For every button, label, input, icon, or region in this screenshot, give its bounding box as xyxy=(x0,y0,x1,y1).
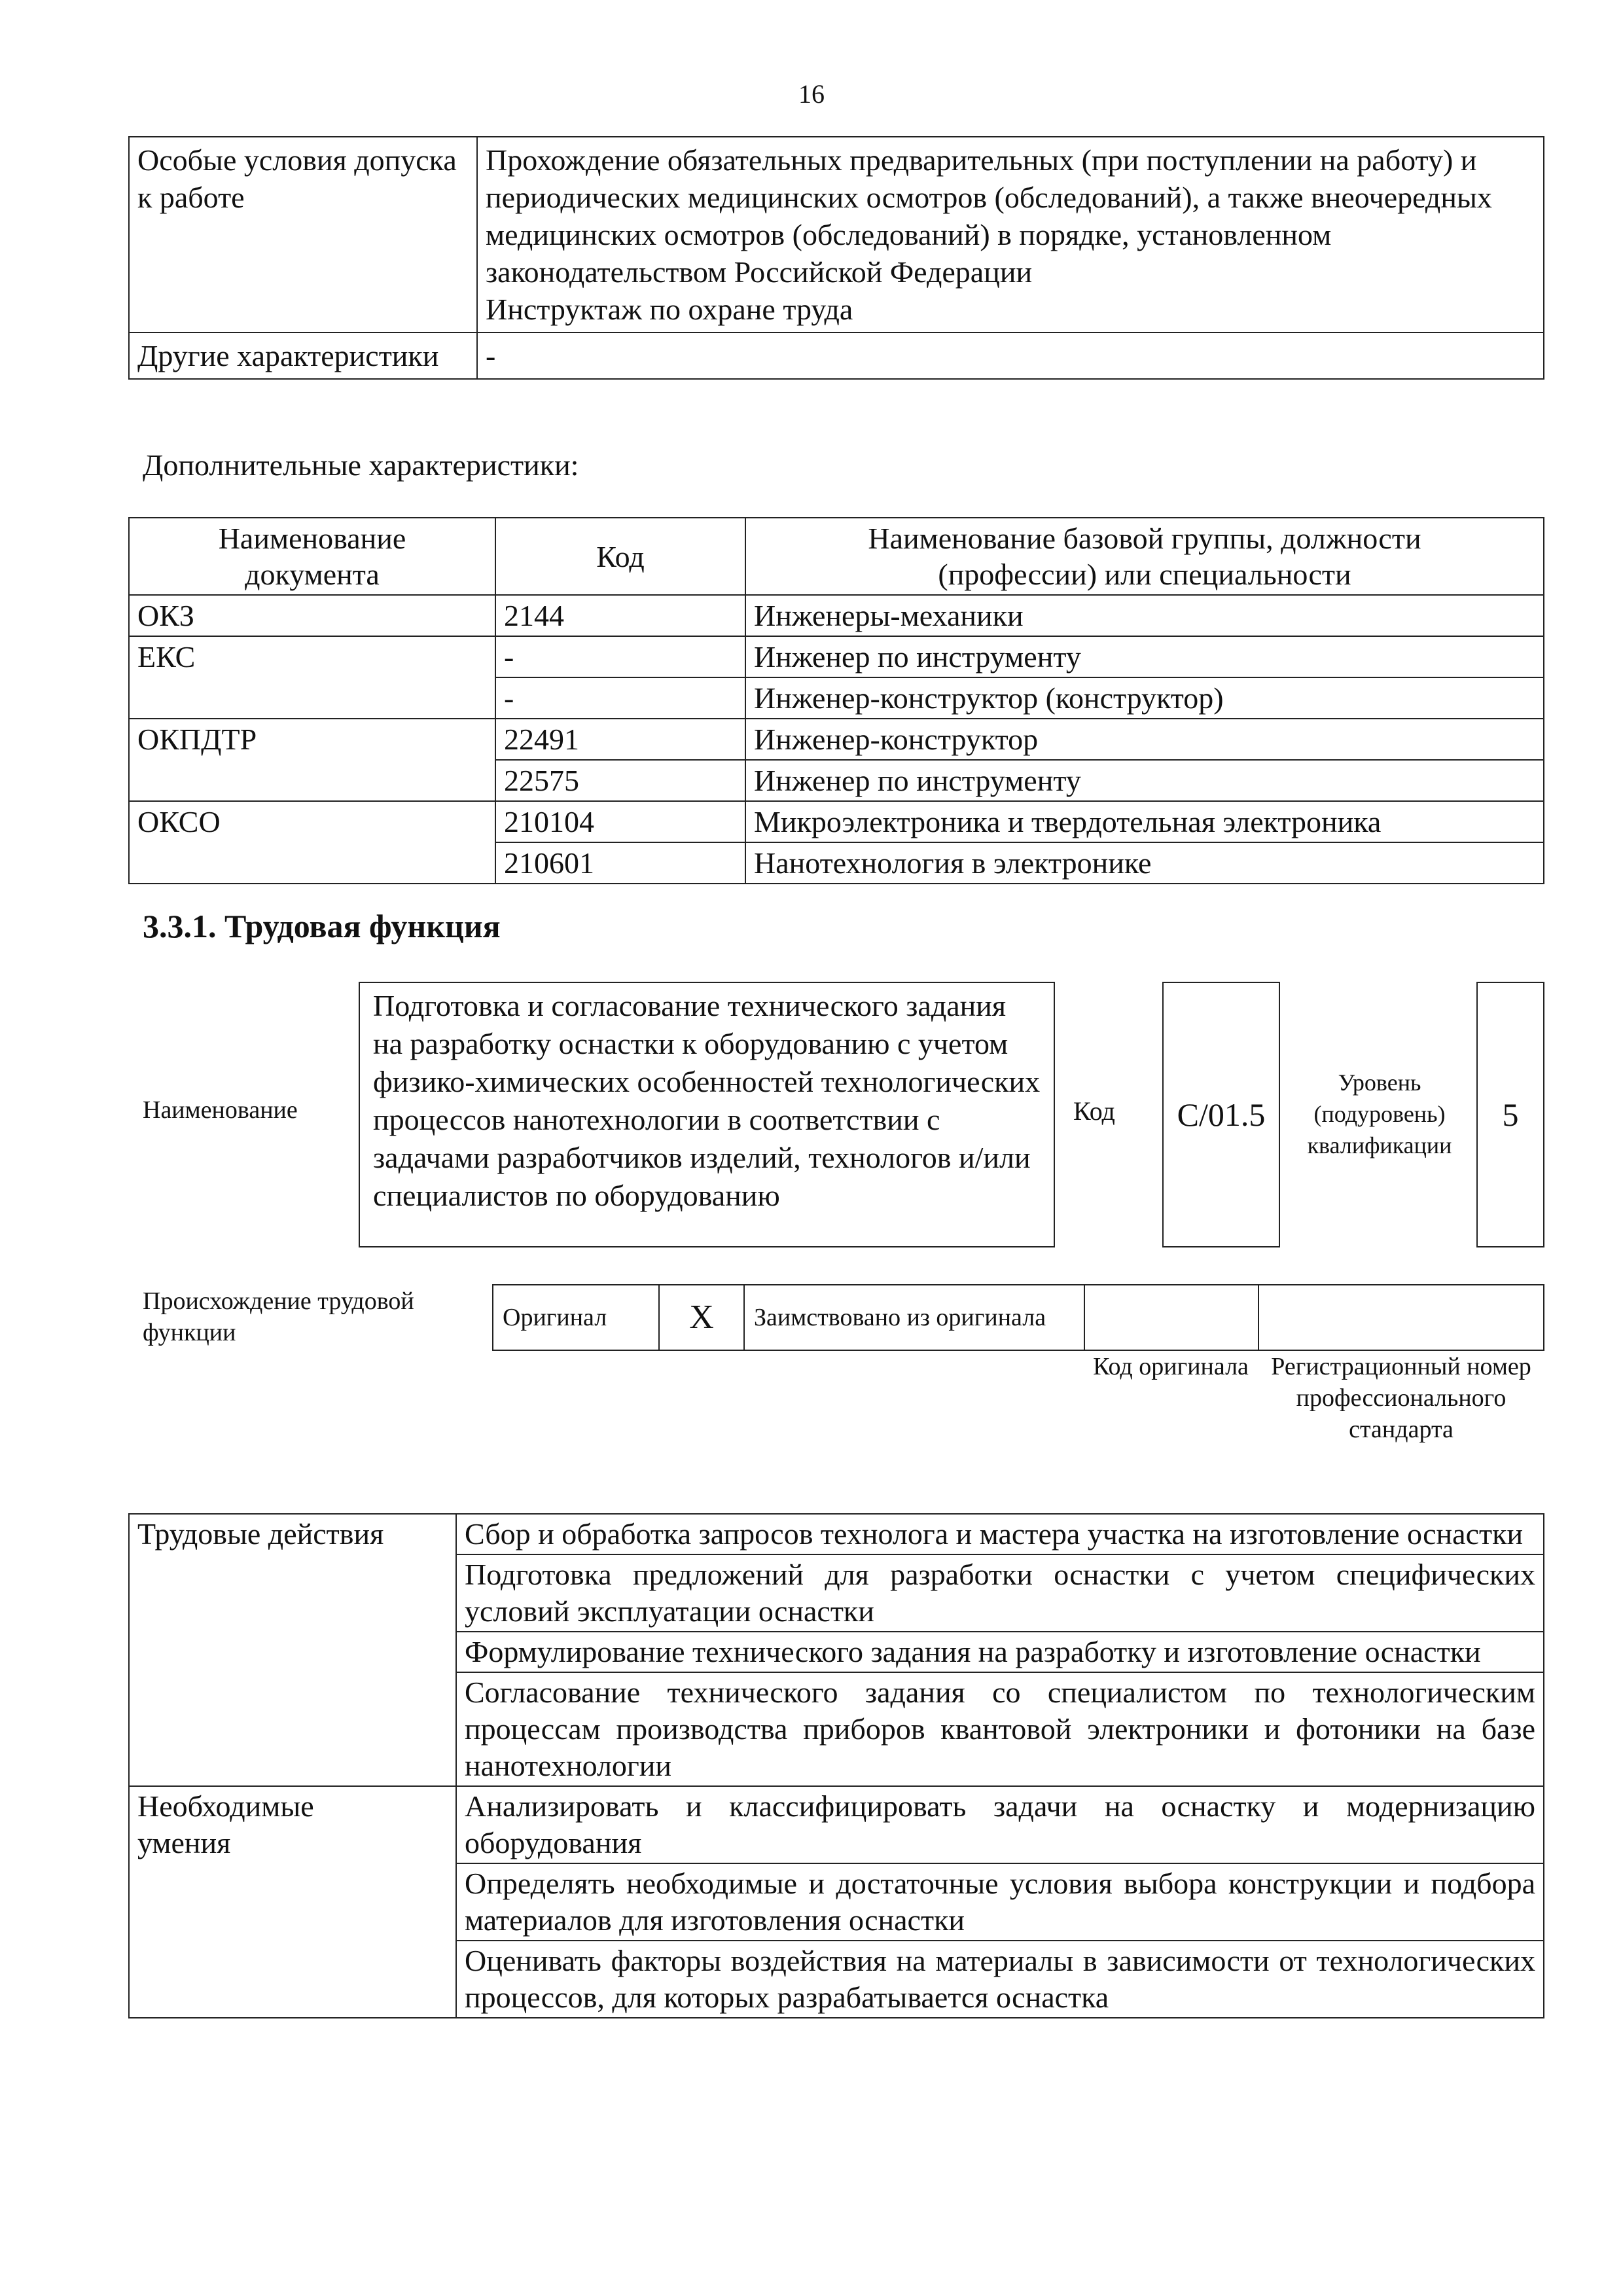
column-header: Код xyxy=(495,518,745,595)
code-cell: 22491 xyxy=(495,719,745,760)
origin-table xyxy=(492,1284,1544,1351)
conditions-text: Прохождение обязательных предварительных (при поступлении на работу) и периодических медицинских осмотров (обследований), а также внеочередных медицинских осмотров (обследований) в порядке, установленном законодательством Российской Федерации xyxy=(486,143,1492,289)
column-header: Наименование базовой группы, должности (профессии) или специальности xyxy=(745,518,1544,595)
code-cell: - xyxy=(495,636,745,677)
borrowed-cell: Заимствовано из оригинала xyxy=(744,1285,1084,1350)
origin-label: Происхождение трудовой функции xyxy=(143,1287,414,1346)
labor-actions-label: Трудовые действия xyxy=(129,1514,456,1786)
name-cell: Инженер-конструктор xyxy=(745,719,1544,760)
function-name-label: Наименование xyxy=(143,1096,298,1124)
code-cell: 2144 xyxy=(495,595,745,636)
skills-label: Необходимые умения xyxy=(129,1786,456,2018)
function-name-box: Подготовка и согласование технического задания на разработку оснастки к оборудованию с учетом физико-химических особенностей технологических процессов нанотехнологии в соответствии с задачами разработчиков изделий, технологов и/или специалистов по оборудованию xyxy=(359,982,1055,1247)
page-number: 16 xyxy=(798,79,825,109)
name-cell: Нанотехнология в электронике xyxy=(745,842,1544,884)
registration-number-caption: Регистрационный номер профессионального стандарта xyxy=(1271,1353,1531,1443)
doc-cell: ЕКС xyxy=(129,636,495,719)
labor-action-item: Сбор и обработка запросов технолога и мастера участка на изготовление оснастки xyxy=(456,1514,1544,1554)
table-row xyxy=(129,719,1544,760)
original-code-caption: Код оригинала xyxy=(1093,1353,1249,1380)
code-cell: - xyxy=(495,677,745,719)
table-header-row xyxy=(129,518,1544,595)
table-row xyxy=(129,137,1544,332)
name-cell: Инженер по инструменту xyxy=(745,636,1544,677)
skill-item: Оценивать факторы воздействия на материалы в зависимости от технологических процессов, для которых разрабатывается оснастка xyxy=(456,1941,1544,2018)
doc-cell: ОКПДТР xyxy=(129,719,495,801)
code-cell: 210104 xyxy=(495,801,745,842)
table-row xyxy=(129,595,1544,636)
conditions-text: Инструктаж по охране труда xyxy=(486,293,853,326)
labor-details-table xyxy=(128,1513,1544,2018)
name-cell: Инженер по инструменту xyxy=(745,760,1544,801)
other-characteristics-label: Другие характеристики xyxy=(129,332,477,379)
doc-cell: ОКСО xyxy=(129,801,495,884)
table-row xyxy=(129,801,1544,842)
qualification-level-label: Уровень (подуровень) квалификации xyxy=(1307,1069,1452,1158)
conditions-table xyxy=(128,136,1544,380)
skill-item: Определять необходимые и достаточные условия выбора конструкции и подбора материалов для изготовления оснастки xyxy=(456,1863,1544,1941)
doc-cell: ОКЗ xyxy=(129,595,495,636)
labor-action-item: Согласование технического задания со специалистом по технологическим процессам производства приборов квантовой электроники и фотоники на базе нанотехнологии xyxy=(456,1672,1544,1786)
table-row xyxy=(129,1786,1544,1863)
additional-characteristics-title: Дополнительные характеристики: xyxy=(143,448,579,482)
table-row xyxy=(129,1514,1544,1554)
code-cell: 210601 xyxy=(495,842,745,884)
table-row xyxy=(493,1285,1544,1350)
code-cell: 22575 xyxy=(495,760,745,801)
labor-action-item: Формулирование технического задания на разработку и изготовление оснастки xyxy=(456,1632,1544,1672)
column-header: Наименование документа xyxy=(129,518,495,595)
qualification-level-box: 5 xyxy=(1476,982,1544,1247)
additional-characteristics-table xyxy=(128,517,1544,884)
skill-item: Анализировать и классифицировать задачи на оснастку и модернизацию оборудования xyxy=(456,1786,1544,1863)
name-cell: Инженер-конструктор (конструктор) xyxy=(745,677,1544,719)
original-cell: Оригинал xyxy=(493,1285,659,1350)
other-characteristics-value: - xyxy=(477,332,1544,379)
conditions-value xyxy=(477,137,1544,332)
section-heading: 3.3.1. Трудовая функция xyxy=(143,908,501,944)
function-code-box: С/01.5 xyxy=(1162,982,1280,1247)
original-code-cell xyxy=(1084,1285,1258,1350)
table-row xyxy=(129,332,1544,379)
conditions-label: Особые условия допуска к работе xyxy=(129,137,477,332)
labor-action-item: Подготовка предложений для разработки оснастки с учетом специфических условий эксплуатации оснастки xyxy=(456,1554,1544,1632)
name-cell: Микроэлектроника и твердотельная электроника xyxy=(745,801,1544,842)
name-cell: Инженеры-механики xyxy=(745,595,1544,636)
original-mark: X xyxy=(659,1285,744,1350)
reg-number-cell xyxy=(1258,1285,1544,1350)
function-code-label: Код xyxy=(1073,1096,1115,1126)
table-row xyxy=(129,636,1544,677)
